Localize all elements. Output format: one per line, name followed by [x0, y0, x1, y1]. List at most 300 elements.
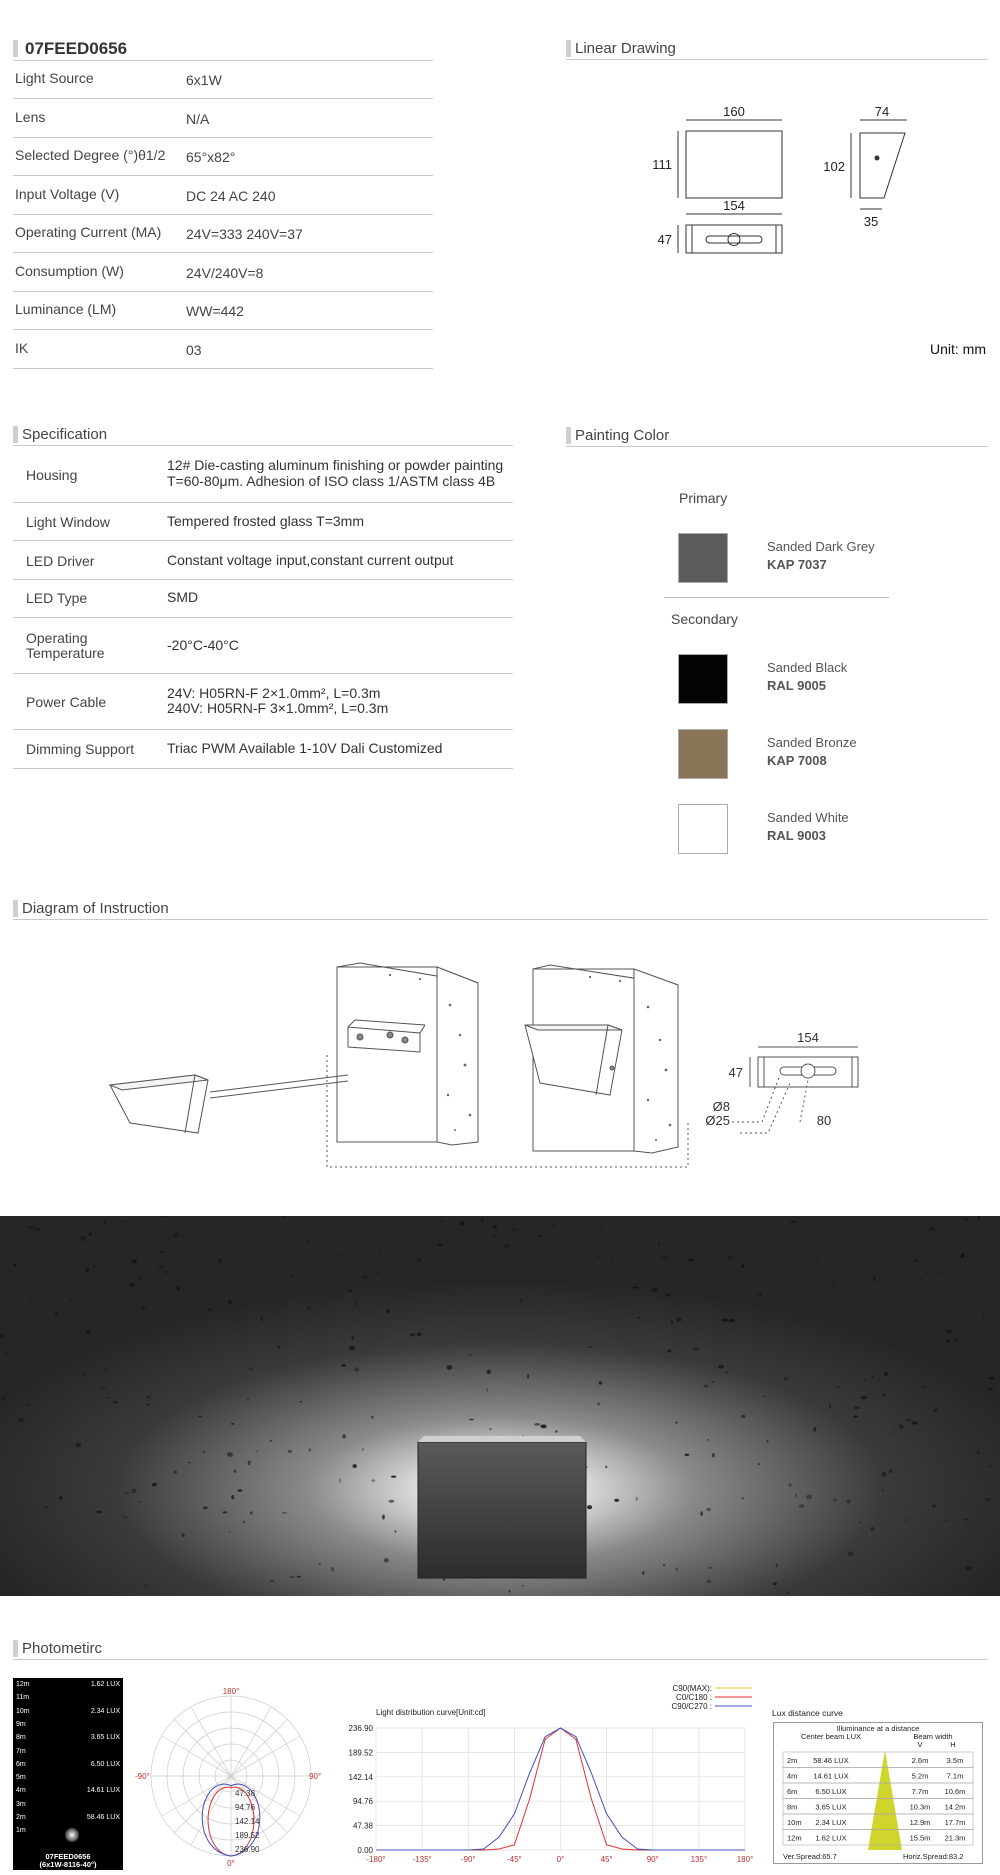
concrete-speck — [437, 1243, 443, 1246]
table-cell: 6.50 LUX — [815, 1787, 847, 1796]
distance-label: 7m — [16, 1747, 26, 1755]
concrete-speck — [766, 1440, 768, 1442]
concrete-speck — [813, 1427, 816, 1431]
concrete-speck — [776, 1563, 778, 1567]
color-name: Sanded White — [767, 810, 849, 825]
concrete-speck — [486, 1389, 488, 1392]
concrete-speck — [661, 1255, 667, 1259]
dim-side-height: 102 — [823, 159, 845, 174]
concrete-speck — [117, 1288, 120, 1289]
concrete-speck — [989, 1465, 991, 1469]
concrete-speck — [103, 1369, 106, 1372]
spec-row — [13, 60, 433, 99]
spec-label: Power Cable — [26, 694, 107, 710]
concrete-speck — [988, 1377, 994, 1380]
spec-value: 240V: H05RN-F 3×1.0mm², L=0.3m — [167, 700, 389, 716]
table-col-beam: Beam width — [913, 1732, 953, 1741]
x-tick-label: 135° — [690, 1855, 708, 1864]
spec-value: 12# Die-casting aluminum finishing or powder painting — [167, 457, 504, 473]
concrete-speck — [231, 1495, 234, 1499]
concrete-speck — [610, 1260, 613, 1263]
concrete-speck — [833, 1283, 835, 1287]
table-cell: 10m — [787, 1818, 802, 1827]
table-cell: 14.61 LUX — [813, 1771, 849, 1781]
section-title: Diagram of Instruction — [22, 900, 169, 917]
concrete-speck — [742, 1264, 745, 1268]
table-cell: 5.2m — [911, 1771, 929, 1781]
concrete-speck — [712, 1381, 715, 1382]
installation-photo — [0, 1216, 1000, 1596]
dim-spacing: 80 — [816, 1113, 832, 1128]
y-tick-label: 0.00 — [357, 1846, 373, 1855]
table-cell: 21.3m — [944, 1833, 966, 1843]
concrete-speck — [203, 1506, 208, 1509]
concrete-speck — [675, 1422, 678, 1424]
concrete-speck — [377, 1271, 380, 1273]
spec-row — [13, 99, 433, 138]
concrete-speck — [353, 1464, 357, 1468]
concrete-speck — [881, 1472, 886, 1476]
concrete-speck — [642, 1571, 644, 1574]
concrete-speck — [708, 1567, 712, 1569]
concrete-speck — [384, 1558, 389, 1562]
concrete-speck — [964, 1217, 968, 1220]
concrete-speck — [342, 1434, 345, 1438]
concrete-speck — [667, 1349, 671, 1352]
concrete-speck — [147, 1404, 150, 1406]
concrete-speck — [665, 1294, 671, 1297]
spec-value: 24V/240V=8 — [186, 264, 264, 281]
spec-value: -20°C-40°C — [167, 637, 239, 653]
spec-value: Triac PWM Available 1-10V Dali Customized — [167, 740, 443, 756]
swatch-bronze — [678, 729, 728, 779]
concrete-speck — [726, 1371, 729, 1373]
spec-value: Tempered frosted glass T=3mm — [167, 513, 364, 529]
concrete-speck — [913, 1259, 918, 1263]
concrete-speck — [354, 1302, 357, 1306]
x-tick-label: -135° — [412, 1855, 432, 1864]
concrete-speck — [522, 1585, 525, 1587]
dim-hole-small: Ø8 — [712, 1099, 730, 1114]
product-code: 07FEED0656 — [25, 39, 128, 58]
concrete-speck — [382, 1516, 385, 1520]
concrete-speck — [599, 1226, 604, 1228]
concrete-speck — [28, 1227, 34, 1229]
distance-label: 4m — [16, 1787, 26, 1795]
legend-label: C0/C180 : — [675, 1693, 712, 1702]
concrete-speck — [124, 1492, 130, 1493]
table-cell: 12m — [787, 1833, 802, 1843]
spec-value: SMD — [167, 589, 199, 605]
concrete-speck — [85, 1268, 88, 1273]
concrete-speck — [864, 1380, 868, 1381]
concrete-speck — [70, 1299, 72, 1302]
distance-label: 1m — [16, 1827, 26, 1835]
section-header-photometric — [13, 1638, 988, 1660]
concrete-speck — [18, 1418, 24, 1422]
concrete-speck — [676, 1567, 679, 1571]
concrete-speck — [248, 1461, 251, 1466]
concrete-speck — [188, 1462, 191, 1464]
concrete-speck — [503, 1244, 509, 1247]
concrete-speck — [101, 1388, 106, 1389]
concrete-speck — [534, 1423, 540, 1426]
concrete-speck — [588, 1346, 593, 1348]
divider — [664, 597, 889, 598]
table-cell: 15.5m — [909, 1833, 931, 1843]
spec-label: LED Driver — [26, 553, 95, 569]
ring-label: 142.14 — [235, 1817, 260, 1826]
ver-spread: Ver.Spread:65.7 — [783, 1852, 837, 1861]
concrete-speck — [45, 1506, 49, 1508]
primary-label: Primary — [679, 490, 728, 506]
concrete-speck — [180, 1235, 186, 1237]
spec-row-housing — [13, 447, 513, 503]
concrete-speck — [946, 1340, 951, 1343]
concrete-speck — [84, 1373, 86, 1376]
concrete-speck — [553, 1224, 556, 1226]
concrete-speck — [107, 1397, 111, 1398]
concrete-speck — [80, 1236, 86, 1241]
concrete-speck — [493, 1234, 496, 1237]
concrete-speck — [378, 1249, 382, 1251]
concrete-speck — [282, 1512, 287, 1513]
color-code: RAL 9005 — [767, 678, 827, 693]
concrete-speck — [636, 1497, 638, 1501]
concrete-speck — [940, 1272, 943, 1274]
concrete-speck — [338, 1255, 343, 1257]
lux-value: 58.46 LUX — [86, 1814, 120, 1821]
concrete-speck — [874, 1277, 876, 1281]
table-cell: 2.6m — [911, 1756, 929, 1765]
lux-curve-title: Lux distance curve — [772, 1708, 843, 1718]
dim-front-width: 160 — [723, 104, 745, 119]
concrete-speck — [249, 1368, 253, 1370]
concrete-speck — [459, 1221, 465, 1225]
unit-label: Unit: mm — [930, 341, 986, 357]
spec-row — [13, 137, 433, 176]
concrete-speck — [138, 1277, 140, 1280]
concrete-speck — [307, 1240, 309, 1243]
concrete-speck — [899, 1425, 903, 1429]
concrete-speck — [759, 1293, 762, 1297]
concrete-speck — [799, 1504, 805, 1508]
table-header: Illuminance at a distance — [836, 1724, 920, 1733]
table-col-v: V — [917, 1740, 923, 1749]
concrete-speck — [965, 1566, 971, 1570]
dim-bottom-height: 47 — [657, 232, 672, 247]
concrete-speck — [706, 1508, 711, 1512]
ring-label: 94.76 — [235, 1803, 256, 1812]
concrete-speck — [243, 1521, 245, 1523]
concrete-speck — [676, 1318, 682, 1322]
color-label-white — [767, 809, 849, 845]
concrete-speck — [391, 1476, 396, 1478]
concrete-speck — [912, 1421, 919, 1424]
swatch-dark-grey — [678, 533, 728, 583]
instruction-diagram — [100, 955, 900, 1185]
concrete-speck — [481, 1218, 483, 1222]
distance-label: 9m — [16, 1720, 26, 1728]
concrete-speck — [707, 1580, 712, 1582]
x-tick-label: 90° — [646, 1855, 659, 1864]
concrete-speck — [34, 1228, 41, 1231]
ring-label: 236.90 — [235, 1845, 260, 1854]
concrete-speck — [159, 1251, 164, 1253]
table-cell: 14.2m — [944, 1802, 966, 1812]
concrete-speck — [538, 1235, 542, 1237]
section-title: Photometirc — [22, 1640, 103, 1657]
section-header-painting-color — [566, 425, 988, 447]
table-cell: 7.7m — [911, 1787, 929, 1796]
concrete-speck — [387, 1309, 390, 1314]
concrete-speck — [932, 1504, 936, 1507]
concrete-speck — [861, 1396, 867, 1399]
spec-label: Lens — [15, 108, 46, 125]
spec-label: Light Source — [15, 70, 94, 86]
concrete-speck — [587, 1505, 592, 1509]
distance-label: 12m — [16, 1681, 30, 1688]
concrete-speck — [978, 1216, 980, 1219]
concrete-speck — [985, 1498, 991, 1502]
spec-row-light-window — [13, 503, 513, 541]
table-cell: 2m — [787, 1756, 798, 1765]
concrete-speck — [145, 1583, 147, 1587]
concrete-speck — [86, 1330, 90, 1334]
concrete-speck — [712, 1453, 715, 1457]
color-code: KAP 7008 — [767, 753, 827, 768]
concrete-speck — [998, 1220, 1000, 1222]
concrete-speck — [654, 1218, 656, 1220]
concrete-speck — [700, 1511, 703, 1516]
concrete-speck — [859, 1522, 861, 1523]
distance-label: 6m — [16, 1760, 26, 1768]
concrete-speck — [122, 1221, 128, 1222]
concrete-speck — [132, 1489, 137, 1494]
lux-value: 14.61 LUX — [86, 1787, 120, 1795]
x-tick-label: -45° — [506, 1855, 522, 1864]
concrete-speck — [598, 1403, 600, 1406]
concrete-speck — [872, 1375, 874, 1379]
concrete-speck — [758, 1463, 760, 1465]
panel-caption: (6x1W-8116-40°) — [39, 1860, 97, 1869]
swatch-white — [678, 804, 728, 854]
concrete-speck — [231, 1423, 234, 1425]
concrete-speck — [341, 1364, 345, 1366]
concrete-speck — [28, 1300, 34, 1301]
concrete-speck — [371, 1479, 375, 1481]
horiz-spread: Horiz.Spread:83.2 — [903, 1852, 964, 1861]
concrete-speck — [599, 1381, 602, 1384]
distance-label: 10m — [16, 1707, 30, 1715]
spec-label: IK — [15, 339, 29, 356]
concrete-speck — [933, 1409, 938, 1413]
concrete-speck — [447, 1365, 453, 1370]
y-tick-label: 142.14 — [348, 1772, 373, 1782]
lux-value: 2.34 LUX — [90, 1707, 120, 1715]
concrete-speck — [27, 1403, 31, 1406]
concrete-speck — [883, 1393, 886, 1396]
concrete-speck — [605, 1466, 607, 1468]
concrete-speck — [362, 1448, 364, 1450]
x-tick-label: -180° — [366, 1855, 386, 1864]
spec-value: 24V: H05RN-F 2×1.0mm², L=0.3m — [167, 685, 381, 701]
spec-row-dimming-support — [13, 730, 513, 769]
concrete-speck — [704, 1385, 709, 1387]
concrete-speck — [889, 1470, 892, 1474]
concrete-speck — [614, 1499, 619, 1502]
concrete-speck — [953, 1338, 957, 1341]
secondary-label: Secondary — [671, 611, 738, 627]
spec-row-operating-temperature — [13, 618, 513, 674]
table-cell: 6m — [787, 1787, 798, 1796]
concrete-speck — [349, 1346, 355, 1350]
concrete-speck — [741, 1497, 744, 1499]
concrete-speck — [854, 1407, 860, 1410]
table-cell: 2.34 LUX — [815, 1818, 847, 1827]
concrete-speck — [199, 1416, 202, 1417]
table-cell: 3.5m — [946, 1756, 964, 1765]
concrete-speck — [113, 1401, 118, 1404]
concrete-speck — [288, 1450, 292, 1453]
dim-side-top: 74 — [874, 104, 890, 119]
concrete-speck — [789, 1483, 792, 1486]
ring-label: 189.52 — [235, 1831, 260, 1840]
x-tick-label: 45° — [600, 1855, 613, 1864]
spec-label: Dimming Support — [26, 741, 135, 757]
concrete-speck — [410, 1333, 416, 1336]
concrete-speck — [371, 1416, 374, 1419]
concrete-speck — [146, 1396, 151, 1399]
concrete-speck — [833, 1498, 838, 1501]
concrete-speck — [361, 1276, 368, 1279]
concrete-speck — [555, 1430, 557, 1433]
concrete-speck — [688, 1259, 693, 1262]
concrete-speck — [292, 1262, 294, 1264]
concrete-speck — [469, 1419, 474, 1421]
spec-row — [13, 291, 433, 330]
concrete-speck — [318, 1563, 321, 1565]
concrete-speck — [389, 1500, 395, 1503]
concrete-speck — [0, 1334, 3, 1338]
y-tick-label: 94.76 — [352, 1797, 373, 1807]
concrete-speck — [174, 1470, 177, 1474]
table-cell: 7.1m — [946, 1771, 964, 1781]
concrete-speck — [247, 1399, 249, 1401]
concrete-speck — [905, 1519, 907, 1522]
concrete-speck — [773, 1582, 778, 1585]
table-col-h: H — [950, 1740, 956, 1749]
concrete-speck — [13, 1264, 16, 1267]
section-title: Linear Drawing — [575, 40, 676, 57]
concrete-speck — [722, 1319, 729, 1322]
table-col-center: Center beam LUX — [800, 1732, 862, 1741]
ring-label: 47.38 — [235, 1789, 256, 1798]
concrete-speck — [289, 1576, 294, 1578]
concrete-speck — [977, 1452, 980, 1454]
concrete-speck — [961, 1254, 965, 1258]
spec-row-led-type — [13, 580, 513, 618]
concrete-speck — [784, 1377, 789, 1381]
concrete-speck — [663, 1564, 665, 1566]
concrete-speck — [138, 1501, 141, 1502]
color-name: Sanded Dark Grey — [767, 539, 875, 554]
concrete-speck — [131, 1259, 137, 1263]
concrete-speck — [146, 1340, 148, 1342]
title-bar-decoration — [13, 40, 18, 57]
spec-label: Selected Degree (°)θ1/2 — [15, 147, 166, 163]
concrete-speck — [929, 1226, 935, 1231]
concrete-speck — [638, 1317, 641, 1318]
concrete-speck — [307, 1307, 311, 1310]
legend-label: C90/C270 : — [671, 1702, 712, 1711]
spec-label: Housing — [26, 467, 78, 483]
section-header-specification — [13, 424, 513, 446]
concrete-speck — [763, 1396, 767, 1397]
spec-row — [13, 214, 433, 253]
concrete-speck — [5, 1351, 10, 1354]
concrete-speck — [854, 1416, 858, 1418]
concrete-speck — [693, 1347, 699, 1351]
concrete-speck — [513, 1229, 517, 1231]
spec-value: N/A — [186, 110, 210, 127]
concrete-speck — [509, 1590, 511, 1593]
concrete-speck — [729, 1319, 735, 1322]
concrete-speck — [837, 1386, 841, 1388]
concrete-speck — [919, 1278, 922, 1281]
concrete-speck — [846, 1499, 850, 1503]
concrete-speck — [706, 1220, 709, 1222]
distance-label: 5m — [16, 1774, 26, 1782]
concrete-speck — [684, 1454, 689, 1456]
concrete-speck — [671, 1320, 673, 1325]
concrete-speck — [417, 1333, 422, 1336]
concrete-speck — [795, 1494, 797, 1498]
concrete-speck — [270, 1580, 274, 1582]
spec-row-led-driver — [13, 541, 513, 580]
swatch-black — [678, 654, 728, 704]
concrete-speck — [88, 1232, 92, 1236]
concrete-speck — [152, 1483, 157, 1487]
color-code: KAP 7037 — [767, 557, 827, 572]
table-cell: 3.65 LUX — [815, 1802, 847, 1812]
spec-label: Input Voltage (V) — [15, 185, 120, 202]
chart-title: Light distribution curve[Unit:cd] — [376, 1708, 486, 1717]
legend-label: C90(MAX): — [672, 1684, 712, 1693]
concrete-speck — [260, 1317, 263, 1321]
spec-value: 24V=333 240V=37 — [186, 226, 303, 242]
polar-chart — [133, 1688, 333, 1873]
concrete-speck — [122, 1516, 128, 1518]
spec-label: Temperature — [26, 645, 105, 661]
concrete-speck — [297, 1576, 302, 1578]
concrete-speck — [963, 1519, 969, 1521]
concrete-speck — [76, 1443, 82, 1448]
concrete-speck — [157, 1265, 163, 1269]
spec-label: Operating — [26, 630, 88, 646]
concrete-speck — [256, 1451, 258, 1452]
distance-label: 3m — [16, 1800, 26, 1808]
table-cell: 10.6m — [944, 1787, 966, 1796]
concrete-speck — [652, 1288, 658, 1292]
x-tick-label: 0° — [556, 1855, 565, 1864]
concrete-speck — [291, 1274, 293, 1276]
concrete-speck — [983, 1315, 985, 1319]
concrete-speck — [177, 1286, 180, 1291]
concrete-speck — [988, 1388, 994, 1391]
concrete-speck — [893, 1431, 895, 1433]
concrete-speck — [489, 1428, 491, 1430]
